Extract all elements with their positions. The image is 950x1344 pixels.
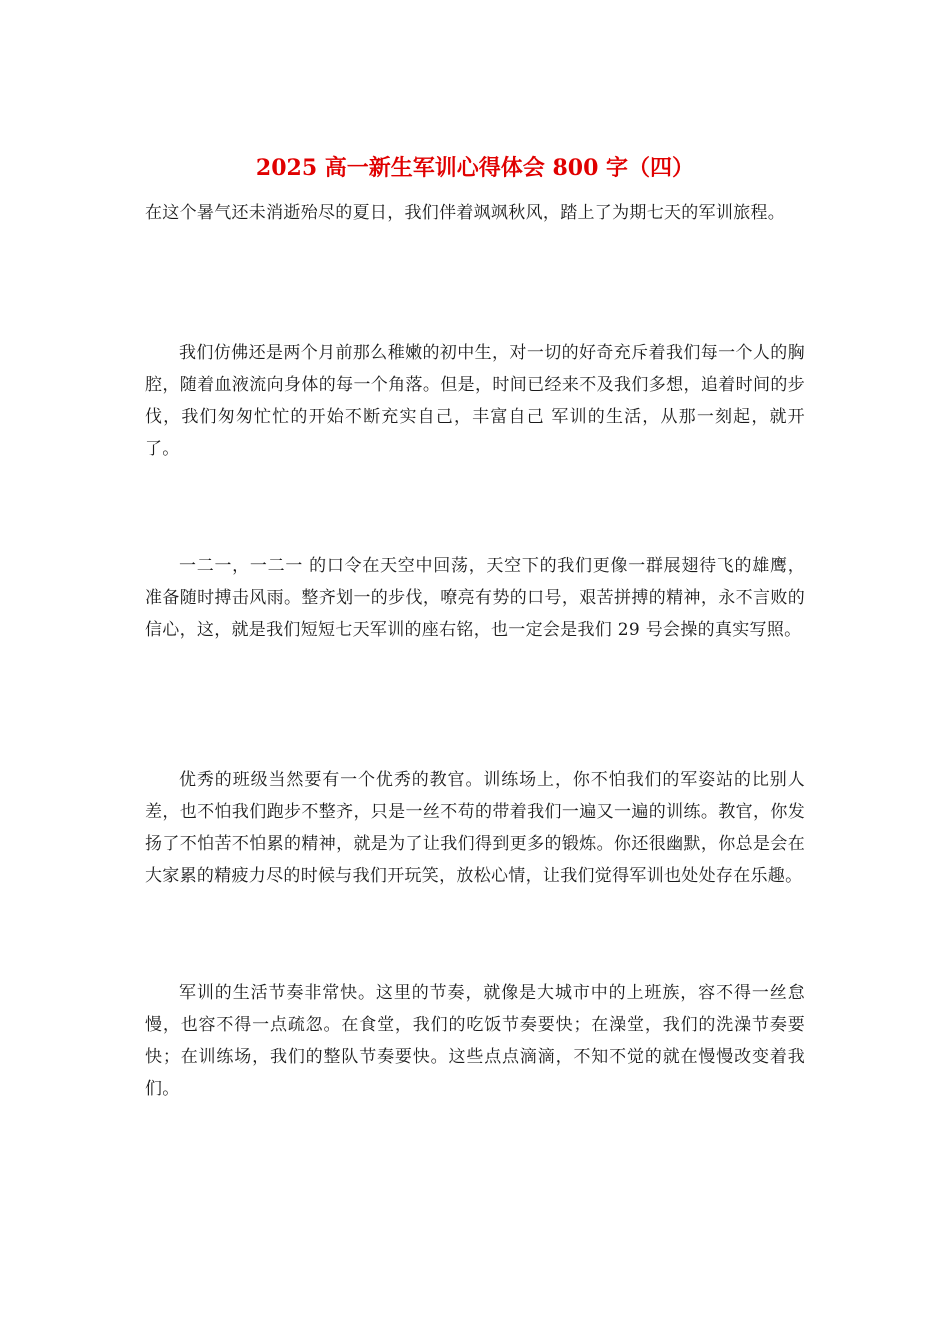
paragraph-pace: 军训的生活节奏非常快。这里的节奏，就像是大城市中的上班族，容不得一丝怠慢，也容不得一点疏忽。在食堂，我们的吃饭节奏要快；在澡堂，我们的洗澡节奏要快；在训练场，我们的整队节奏要快。这些点点滴滴，不知不觉的就在慢慢改变着我们。 bbox=[145, 983, 805, 1099]
paragraph-instructor: 优秀的班级当然要有一个优秀的教官。训练场上，你不怕我们的军姿站的比别人差，也不怕我们跑步不整齐，只是一丝不苟的带着我们一遍又一遍的训练。教官，你发扬了不怕苦不怕累的精神，就是为了让我们得到更多的锻炼。你还很幽默，你总是会在大家累的精疲力尽的时候与我们开玩笑，放松心情，让我们觉得军训也处处存在乐趣。 bbox=[145, 770, 805, 886]
paragraph-marching: 一二一，一二一 的口令在天空中回荡，天空下的我们更像一群展翅待飞的雄鹰，准备随时搏击风雨。整齐划一的步伐，嘹亮有势的口号，艰苦拼搏的精神，永不言败的信心，这，就是我们短短七天军训的座右铭，也一定会是我们 29 号会操的真实写照。 bbox=[145, 556, 805, 640]
paragraph-intro: 在这个暑气还未消逝殆尽的夏日，我们伴着飒飒秋风，踏上了为期七天的军训旅程。 bbox=[145, 203, 786, 223]
document-title: 2025 高一新生军训心得体会 800 字（四） bbox=[255, 155, 695, 181]
paragraph-middle-school: 我们仿佛还是两个月前那么稚嫩的初中生，对一切的好奇充斥着我们每一个人的胸腔，随着血液流向身体的每一个角落。但是，时间已经来不及我们多想，追着时间的步伐，我们匆匆忙忙的开始不断充实自己，丰富自己 军训的生活，从那一刻起，就开了。 bbox=[145, 343, 805, 459]
